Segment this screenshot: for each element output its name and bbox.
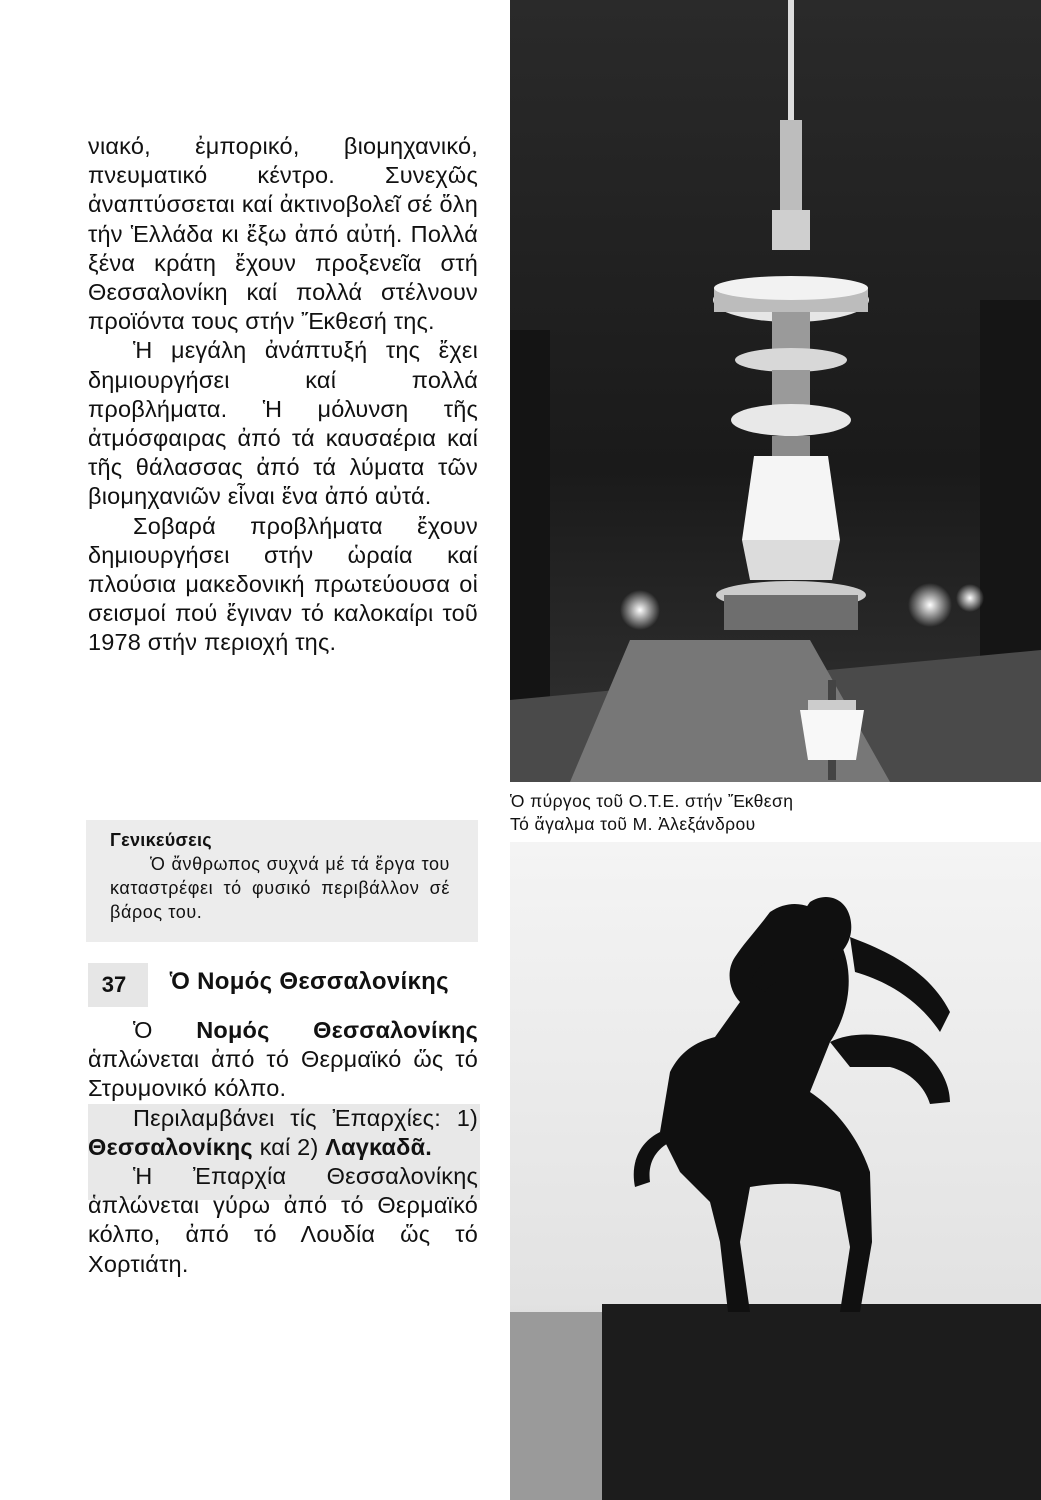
section-paragraph-3: Ἡ Ἐπαρχία Θεσσαλονίκης ἁπλώνεται γύρω ἀπό τό Θερμαϊκό κόλπο, ἀπό τό Λουδία ὥς τό Χορτιάτη. (88, 1163, 478, 1277)
generalization-text: Ὁ ἄνθρωπος συχνά μέ τά ἔργα του καταστρέφει τό φυσικό περιβάλλον σέ βάρος του. (110, 854, 450, 922)
section-text (88, 1016, 478, 1279)
caption-statue: Τό ἄγαλμα τοῦ Μ. Ἀλεξάνδρου (510, 814, 756, 834)
body-text (88, 132, 478, 658)
paragraph-3: Σοβαρά προβλήματα ἔχουν δημιουργήσει στήν ὡραία καί πλούσια μακεδονική πρωτεύουσα οἱ σεισμοί πού ἔγιναν τό καλοκαίρι τοῦ 1978 στήν περιοχή της. (88, 512, 478, 656)
paragraph-2: Ἡ μεγάλη ἀνάπτυξή της ἔχει δημιουργήσει καί πολλά προβλήματα. Ἡ μόλυνση τῆς ἀτμόσφαιρας ἀπό τά καυσαέρια καί τῆς θάλασσας ἀπό τά λύματα τῶν βιομηχανιῶν εἶναι ἕνα ἀπό αὐτά. (88, 337, 478, 510)
bold-province-2: Λαγκαδᾶ. (325, 1133, 433, 1160)
photo-captions (510, 790, 793, 836)
tower-photo (510, 0, 1041, 782)
generalization-title: Γενικεύσεις (110, 830, 212, 850)
section-paragraph-1: Ὁ Νομός Θεσσαλονίκης ἁπλώνεται ἀπό τό Θερμαϊκό ὥς τό Στρυμονικό κόλπο. (88, 1017, 478, 1102)
caption-tower: Ὁ πύργος τοῦ Ο.Τ.Ε. στήν Ἔκθεση (510, 791, 794, 811)
bold-province-1: Θεσσαλονίκης (88, 1133, 253, 1160)
section-number: 37 (101, 972, 127, 997)
section-paragraph-2: Περιλαμβάνει τίς Ἐπαρχίες: 1) Θεσσαλονίκης καί 2) Λαγκαδᾶ. (88, 1104, 478, 1160)
section-title: Ὁ Νομός Θεσσαλονίκης (170, 968, 449, 995)
paragraph-1: νιακό, ἐμπορικό, βιομηχανικό, πνευματικό κέντρο. Συνεχῶς ἀναπτύσσεται καί ἀκτινοβολεῖ σέ ὅλη τήν Ἑλλάδα κι ἔξω ἀπό αὐτή. Πολλά ξένα κράτη ἔχουν προξενεῖα στή Θεσσαλονίκη καί πολλά στέλνουν προϊόντα τους στήν Ἔκθεσή της. (88, 133, 478, 335)
statue-photo (510, 842, 1041, 1500)
bold-prefecture: Νομός Θεσσαλονίκης (196, 1017, 478, 1043)
